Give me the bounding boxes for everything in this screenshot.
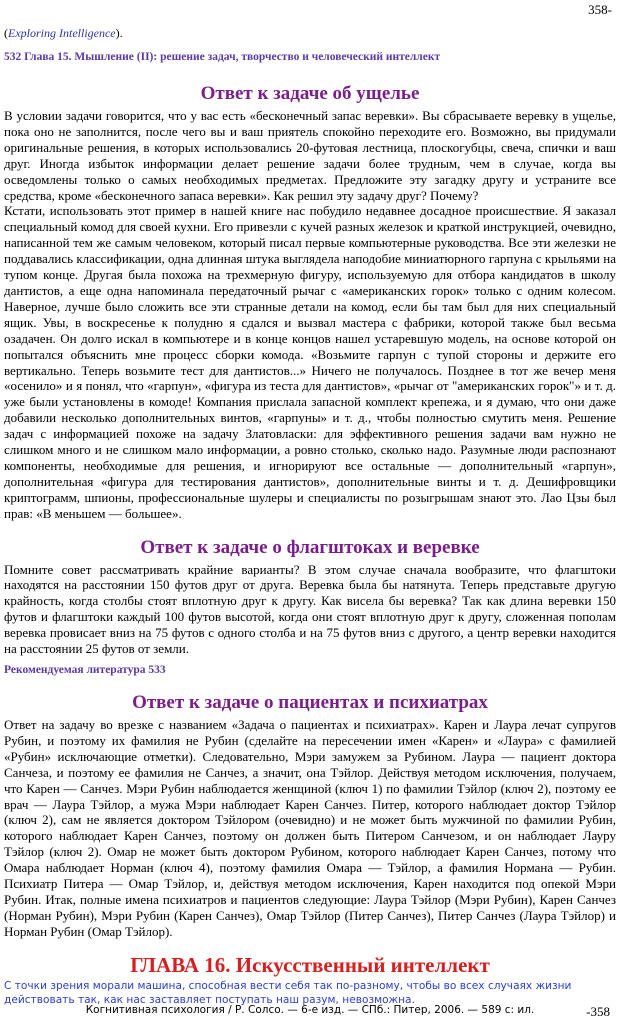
- section-title-psychiatrists: Ответ к задаче о пациентах и психиатрах: [132, 692, 488, 713]
- page-content: [4, 26, 616, 1007]
- section-title-flagpoles: Ответ к задаче о флагштоках и веревке: [140, 536, 480, 558]
- running-head: 532 Глава 15. Мышление (II): решение задач, творчество и человеческий интеллект: [4, 51, 441, 63]
- ref-book-title: Exploring Intelligence: [8, 26, 116, 40]
- reference-line: [4, 26, 616, 40]
- chapter-epigraph: С точки зрения морали машина, способная вести себя так по-разному, чтобы во всех случаях жизни действовать так, как нас заставляет поступать наш разум, невозможна.: [4, 979, 572, 1006]
- ref-open-paren: (: [4, 26, 8, 40]
- section-title-gorge: Ответ к задаче об ущелье: [200, 83, 420, 104]
- ref-close: ).: [115, 26, 123, 40]
- chapter-title: ГЛАВА 16. Искусственный интеллект: [130, 952, 490, 977]
- gorge-paragraph-1: В условии задачи говорится, что у вас есть «бесконечный запас веревки». Вы сбрасываете веревку в ущелье, пока оно не заполнится, после чего вы и ваш приятель спокойно переходите его. Возможно, вы придумали оригинальные решения, в которых использовались 20-футовая лестница, плоскогубцы, свеча, спички и ваш друг. Иногда избыток информации делает решение задачи более трудным, чем в случае, когда вы осведомлены только о самых необходимых предметах. Предложите эту загадку другу и устраните все средства, кроме «бесконечного запаса веревки». Как решил эту задачу друг? Почему?: [4, 108, 616, 203]
- page-number-top: 358-: [588, 2, 612, 17]
- page-footer: Когнитивная психология / Р. Солсо. — 6-е изд. — СПб.: Питер, 2006. — 589 с: ил.: [85, 1004, 535, 1016]
- gorge-paragraph-2: Кстати, использовать этот пример в нашей книге нас побудило недавнее досадное происшествие. Я заказал специальный комод для своей кухни. Его привезли с кучей разных железок и краткой инструкцией, очевидно, написанной тем же самым человеком, который писал первые компьютерные руководства. Все эти железки не поддавались классификации, одна длинная штука выглядела наподобие миниатюрного гарпуна с крыльями на тупом конце. Другая была похожа на трехмерную фигуру, используемую для отбора кандидатов в школу дантистов, а еще одна напоминала передаточный рычаг с «американских горок» только с одним колесом. Наверное, лучше было сложить все эти странные детали на комод, если бы там был для них специальный ящик. Увы, в воскресенье к полудню я сдался и вызвал мастера с фабрики, которой также был весьма озадачен. Он долго искал в компьютере и в конце концов нашел устаревшую модель, на основе которой он попытался объяснить мне процесс сборки комода. «Возьмите гарпун с тупой стороны и держите его вертикально. Теперь возьмите тест для дантистов...» Ничего не получалось. Позднее в тот же вечер меня «осенило» и я понял, что «гарпун», «фигура из теста для дантистов», «рычаг от "американских горок"» и т. д. уже были установлены в комоде! Компания прислала запасной комплект крепежа, и я думаю, что они даже добавили несколько дополнительных винтов, «гарпуны» и т. д., чтобы полностью смутить меня. Решение задач с информацией похоже на задачу Златовласки: для эффективного решения задачи вам нужно не слишком много и не слишком мало информации, а ровно столько, сколько надо. Разумные люди распознают компоненты, необходимые для решения, и игнорируют все остальные — дополнительный «гарпун», дополнительная «фигура для тестирования дантистов», дополнительные винты и т. д. Дешифровщики криптограмм, шпионы, профессиональные шулеры и специалисты по розыгрышам знают это. Лао Цзы был прав: «В меньшем — большее».: [4, 203, 616, 521]
- recommended-literature-head: Рекомендуемая литература 533: [4, 664, 166, 676]
- flagpoles-paragraph: Помните совет рассматривать крайние варианты? В этом случае сначала вообразите, что флагштоки находятся на расстоянии 150 футов друг от друга. Веревка была бы натянута. Теперь представьте другую крайность, когда столбы стоят вплотную друг к другу. Как висела бы веревка? Так как длина веревки 150 футов и флагштоки каждый 100 футов высотой, когда они стоят вплотную друг к другу, сложенная пополам веревка провисает вниз на 75 футов с одного столба и на 75 футов вниз с другого, а центр веревки находится на расстоянии 25 футов от земли.: [4, 561, 616, 657]
- page-number-bottom: -358: [586, 1004, 610, 1019]
- psychiatrists-paragraph: Ответ на задачу во врезке с названием «Задача о пациентах и психиатрах». Карен и Лаура лечат супругов Рубин, и поэтому их фамилия не Рубин (сделайте на пересечении имен «Карен» и «Лаура» с фамилией «Рубин» исключающие отметки). Следовательно, Мэри замужем за Рубином. Лаура — пациент доктора Санчеза, и поэтому ее фамилия не Санчез, а значит, она Тэйлор. Действуя методом исключения, получаем, что Карен — Санчез. Мэри Рубин наблюдается женщиной (ключ 1) по фамилии Тэйлор (ключ 2), поэтому ее врач — Лаура Тэйлор, а мужа Мэри наблюдает Карен Санчез. Питер, которого наблюдает доктор Тэйлор (ключ 2), сам не является доктором Тэйлором (очевидно) и не может быть мужчиной по фамилии Рубин, которого наблюдает Карен Санчез, поэтому он должен быть Питером Санчезом, и он наблюдает Лауру Тэйлор (ключ 2). Омар не может быть доктором Рубином, которого наблюдает Карен Санчез, потому что Омара наблюдает Норман (ключ 4), поэтому фамилия Омара — Тэйлор, а фамилия Нормана — Рубин. Психиатр Питера — Омар Тэйлор, и, действуя методом исключения, Карен находится под опекой Мэри Рубин. Итак, полные имена психиатров и пациентов следующие: Лаура Тэйлор (Мэри Рубин), Карен Санчез (Норман Рубин), Мэри Рубин (Карен Санчез), Омар Тэйлор (Питер Санчез), Питер Санчез (Лаура Тэйлор) и Норман Рубин (Омар Тэйлор).: [4, 717, 616, 939]
